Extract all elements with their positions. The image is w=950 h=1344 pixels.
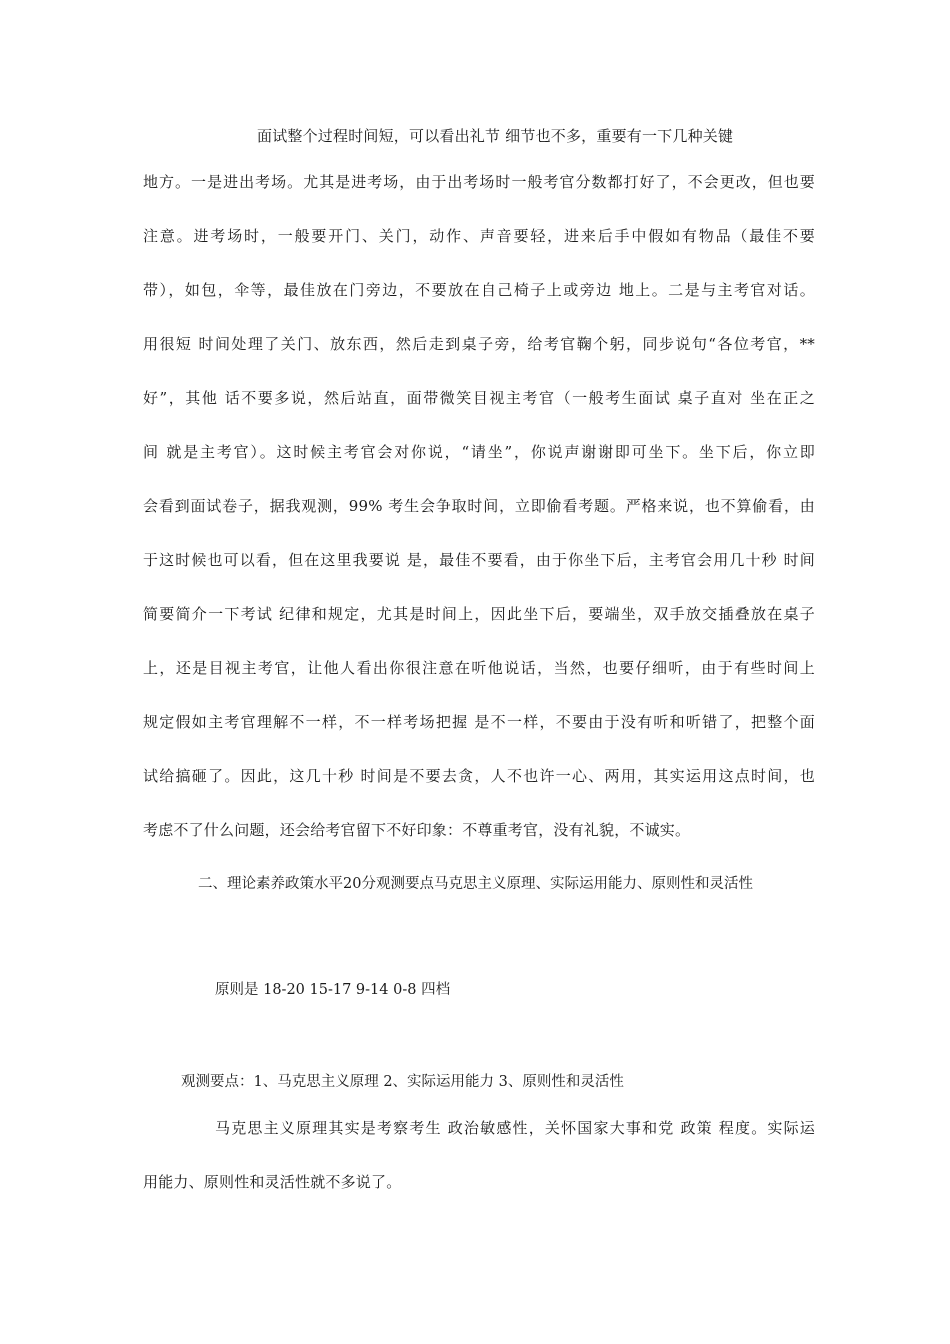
paragraph-line: 上，还是目视主考官，让他人看出你很注意在听他说话，当然，也要仔细听，由于有些时间上 [143, 659, 815, 677]
paragraph-line: 面试整个过程时间短，可以看出礼节 细节也不多，重要有一下几种关键 [257, 127, 734, 145]
scoring-line: 原则是 18-20 15-17 9-14 0-8 四档 [215, 982, 451, 998]
paragraph-line: 带），如包，伞等，最佳放在门旁边，不要放在自己椅子上或旁边 地上。二是与主考官对话。 [143, 281, 815, 299]
paragraph-line: 规定假如主考官理解不一样，不一样考场把握 是不一样，不要由于没有听和听错了，把整个面 [143, 713, 815, 731]
paragraph-line: 试给搞砸了。因此，这几十秒 时间是不要去贪，人不也许一心、两用，其实运用这点时间，也 [143, 767, 815, 785]
paragraph-line: 考虑不了什么问题，还会给考官留下不好印象：不尊重考官，没有礼貌，不诚实。 [143, 821, 691, 839]
paragraph-line: 用能力、原则性和灵活性就不多说了。 [143, 1173, 402, 1191]
paragraph-line: 简要简介一下考试 纪律和规定，尤其是时间上，因此坐下后，要端坐，双手放交插叠放在桌子 [143, 605, 815, 623]
observation-points: 观测要点：1、马克思主义原理 2、实际运用能力 3、原则性和灵活性 [181, 1074, 624, 1090]
paragraph-line: 间 就是主考官）。这时候主考官会对你说，“请坐”，你说声谢谢即可坐下。坐下后，你立即 [143, 443, 815, 461]
section-heading: 二、理论素养政策水平20分观测要点马克思主义原理、实际运用能力、原则性和灵活性 [198, 876, 753, 892]
paragraph-line: 好”，其他 话不要多说，然后站直，面带微笑目视主考官（一般考生面试 桌子直对 坐在正之 [143, 389, 815, 407]
paragraph-line: 会看到面试卷子，据我观测，99% 考生会争取时间，立即偷看考题。严格来说，也不算偷看，由 [143, 497, 815, 515]
paragraph-line: 于这时候也可以看，但在这里我要说 是，最佳不要看，由于你坐下后，主考官会用几十秒 时间 [143, 551, 815, 569]
paragraph-line: 注意。进考场时，一般要开门、关门，动作、声音要轻，进来后手中假如有物品（最佳不要 [143, 227, 815, 245]
paragraph-line: 马克思主义原理其实是考察考生 政治敏感性，关怀国家大事和党 政策 程度。实际运 [215, 1119, 815, 1137]
paragraph-line: 用很短 时间处理了关门、放东西，然后走到桌子旁，给考官鞠个躬，同步说句“各位考官，** [143, 335, 815, 353]
paragraph-line: 地方。一是进出考场。尤其是进考场，由于出考场时一般考官分数都打好了，不会更改，但也要 [143, 173, 815, 191]
